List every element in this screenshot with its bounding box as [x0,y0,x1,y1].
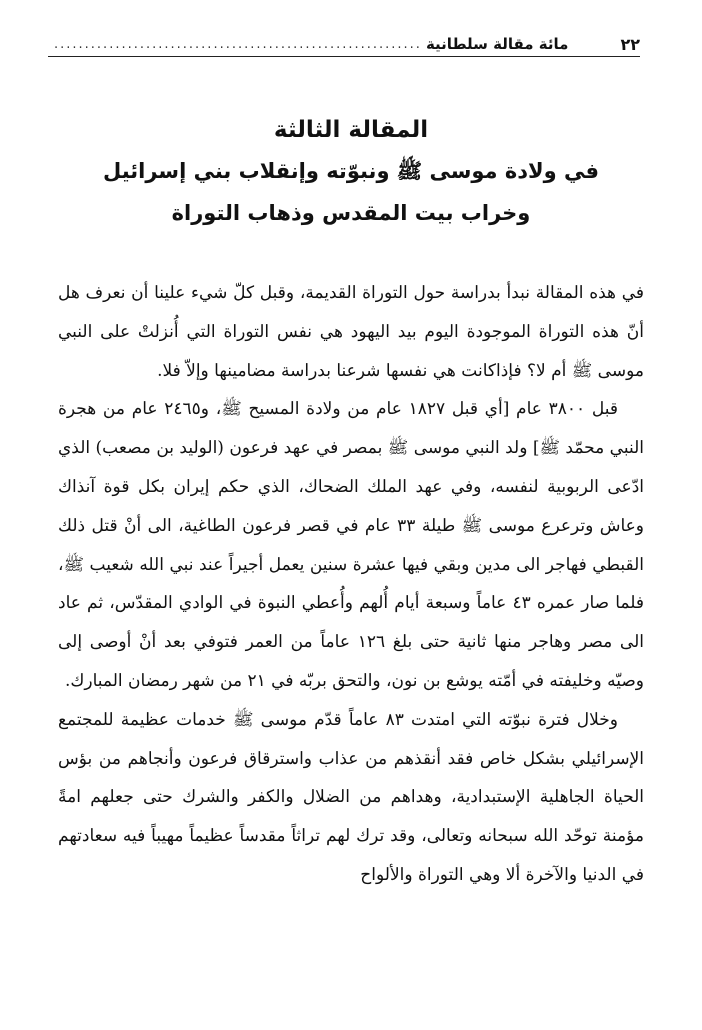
article-heading [40,110,662,234]
article-label: المقالة الثالثة [273,117,429,143]
dot-leader: ............................................................ [54,36,422,52]
page-number: ٢٢ [620,34,640,54]
article-body [58,274,644,895]
running-header [48,32,640,57]
article-title-line-2: وخراب بيت المقدس وذهاب التوراة [171,201,531,225]
article-title-line-1: في ولادة موسى ﷺ ونبوّته وإنقلاب بني إسرائيل [102,159,600,183]
book-title: مائة مقالة سلطانية [425,35,569,53]
running-title-group [48,35,568,53]
paragraph-3: وخلال فترة نبوّته التي امتدت ٨٣ عاماً قدّم موسى ﷺ خدمات عظيمة للمجتمع الإسرائيلي بشكل خاص فقد أنقذهم من عذاب واسترقاق فرعون وأنجاهم من بؤس الحياة الجاهلية الإستبدادية، وهداهم من الضلال والكفر والشرك حتى جعلهم امةً مؤمنة توحّد الله سبحانه وتعالى، وقد ترك لهم تراثاً مقدساً عظيماً مهيباً فيه سعادتهم في الدنيا والآخرة ألا وهي التوراة والألواح [58,709,644,885]
paragraph-2: قبل ٣٨٠٠ عام [أي قبل ١٨٢٧ عام من ولادة المسيح ﷺ، و٢٤٦٥ عام من هجرة النبي محمّد ﷺ] ولد النبي موسى ﷺ بمصر في عهد فرعون (الوليد بن مصعب) الذي ادّعى الربوبية لنفسه، وفي عهد الملك الضحاك، الذي حكم إيران بكل قوة آنذاك وعاش وترعرع موسى ﷺ طيلة ٣٣ عام في قصر فرعون الطاغية، الى أنْ قتل ذلك القبطي فهاجر الى مدين وبقي فيها عشرة سنين يعمل أجيراً عند نبي الله شعيب ﷺ، فلما صار عمره ٤٣ عاماً وسبعة أيام أُلهم وأُعطي النبوة في الوادي المقدّس، ثم عاد الى مصر وهاجر منها ثانية حتى بلغ ١٢٦ عاماً من العمر فتوفي بعد أنْ أوصى إلى وصيّه وخليفته في أمّته يوشع بن نون، والتحق بربّه في ٢١ من شهر رمضان المبارك. [58,399,644,691]
paragraph-1: في هذه المقالة نبدأ بدراسة حول التوراة القديمة، وقبل كلّ شيء علينا أن نعرف هل أنّ هذه التوراة الموجودة اليوم بيد اليهود هي نفس التوراة التي أُنزلتْ على النبي موسى ﷺ أم لا؟ فإذاكانت هي نفسها شرعنا بدراسة مضامينها وإلاّ فلا. [58,283,644,381]
